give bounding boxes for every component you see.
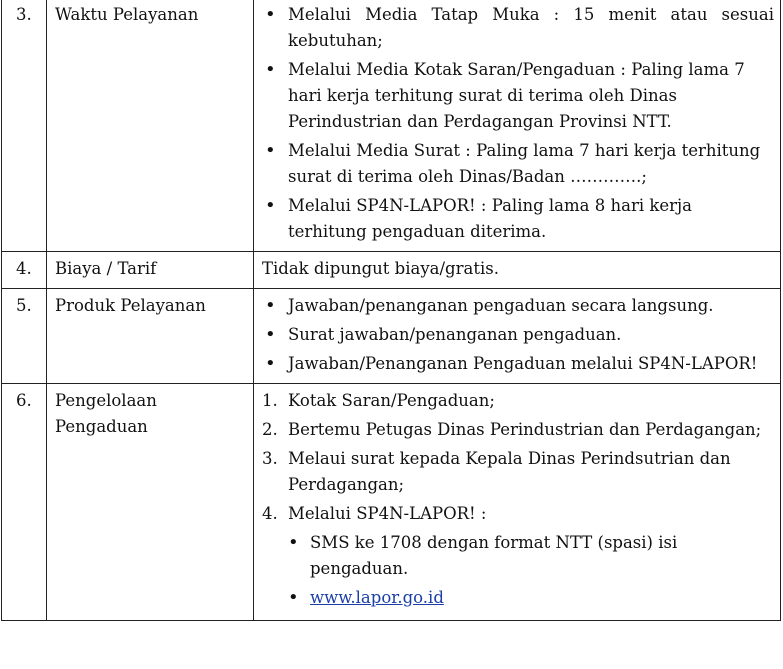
list-item: • Jawaban/penanganan pengaduan secara langsung. (262, 293, 774, 319)
table-row (2, 384, 781, 621)
item-text: Kotak Saran/Pengaduan; (288, 391, 495, 410)
row-label: Pengelolaan Pengaduan (47, 384, 254, 621)
row-number: 3. (2, 0, 47, 252)
item-number: 1. (262, 391, 278, 410)
item-number: 2. (262, 420, 278, 439)
row-content (254, 289, 781, 384)
numbered-item (262, 388, 774, 414)
row-label: Biaya / Tarif (47, 252, 254, 289)
row-label: Produk Pelayanan (47, 289, 254, 384)
list-item: • Melalui SP4N-LAPOR! : Paling lama 8 hari kerja terhitung pengaduan diterima. (262, 193, 774, 245)
table-row (2, 252, 781, 289)
row-number: 5. (2, 289, 47, 384)
item-text: Bertemu Petugas Dinas Perindustrian dan Perdagangan; (288, 420, 762, 439)
service-standard-table (1, 0, 781, 621)
table-row (2, 289, 781, 384)
list-item: • Melalui Media Tatap Muka : 15 menit atau sesuai kebutuhan; (262, 2, 774, 54)
row-content (254, 384, 781, 621)
item-text: Melalui SP4N-LAPOR! : (288, 504, 487, 523)
numbered-item (262, 417, 774, 443)
row-number: 4. (2, 252, 47, 289)
numbered-item (262, 446, 774, 498)
numbered-item (262, 501, 774, 611)
item-number: 3. (262, 449, 278, 468)
list-item: • Surat jawaban/penanganan pengaduan. (262, 322, 774, 348)
table-row (2, 0, 781, 252)
row-label: Waktu Pelayanan (47, 0, 254, 252)
lapor-link[interactable]: www.lapor.go.id (310, 588, 444, 607)
row-number: 6. (2, 384, 47, 621)
row-content: Tidak dipungut biaya/gratis. (254, 252, 781, 289)
list-item: • Melalui Media Kotak Saran/Pengaduan : Paling lama 7 hari kerja terhitung surat di terima oleh Dinas Perindustrian dan Perdagangan Provinsi NTT. (262, 57, 774, 135)
item-text: Melaui surat kepada Kepala Dinas Perindsutrian dan Perdagangan; (288, 449, 731, 494)
row-content (254, 0, 781, 252)
list-item: • Melalui Media Surat : Paling lama 7 hari kerja terhitung surat di terima oleh Dinas/Badan ………….; (262, 138, 774, 190)
sub-list-item: • SMS ke 1708 dengan format NTT (spasi) isi pengaduan. (288, 530, 774, 582)
item-number: 4. (262, 504, 278, 523)
sub-list-item (288, 585, 774, 611)
list-item: • Jawaban/Penanganan Pengaduan melalui SP4N-LAPOR! (262, 351, 774, 377)
